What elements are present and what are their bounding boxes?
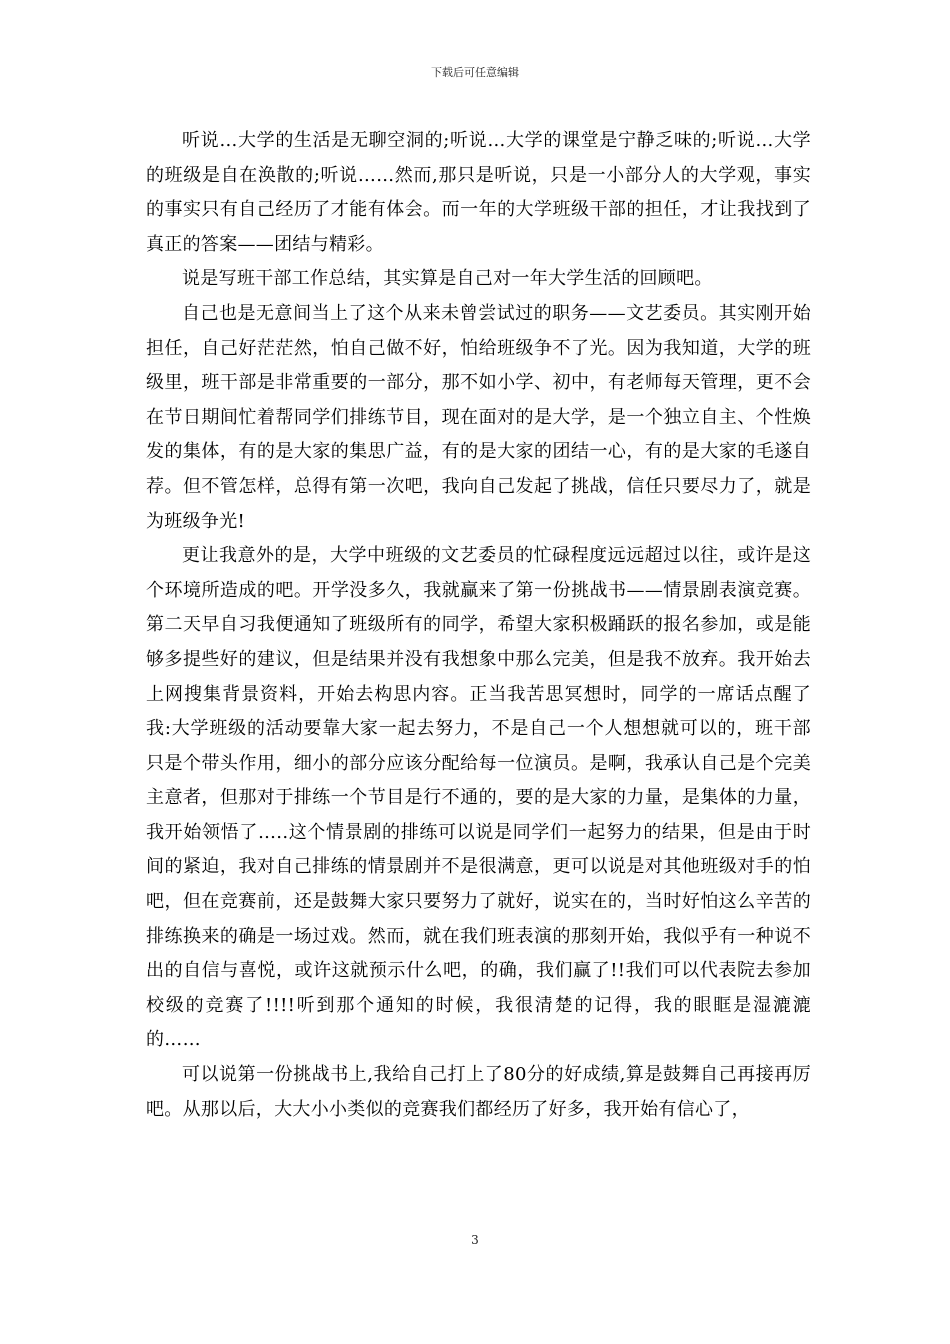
document-body	[146, 124, 811, 1127]
paragraph-4: 更让我意外的是，大学中班级的文艺委员的忙碌程度远远超过以往，或许是这个环境所造成的吧。开学没多久，我就赢来了第一份挑战书——情景剧表演竞赛。第二天早自习我便通知了班级所有的同学，希望大家积极踊跃的报名参加，或是能够多提些好的建议，但是结果并没有我想象中那么完美，但是我不放弃。我开始去上网搜集背景资料，开始去构思内容。正当我苦思冥想时，同学的一席话点醒了我:大学班级的活动要靠大家一起去努力，不是自己一个人想想就可以的，班干部只是个带头作用，细小的部分应该分配给每一位演员。是啊，我承认自己是个完美主意者，但那对于排练一个节目是行不通的，要的是大家的力量，是集体的力量，我开始领悟了…..这个情景剧的排练可以说是同学们一起努力的结果，但是由于时间的紧迫，我对自己排练的情景剧并不是很满意，更可以说是对其他班级对手的怕吧，但在竞赛前，还是鼓舞大家只要努力了就好，说实在的，当时好怕这么辛苦的排练换来的确是一场过戏。然而，就在我们班表演的那刻开始，我似乎有一种说不出的自信与喜悦，或许这就预示什么吧，的确，我们赢了!!我们可以代表院去参加校级的竞赛了!!!!听到那个通知的时候，我很清楚的记得，我的眼眶是湿漉漉的……	[146, 545, 811, 1051]
page-header: 下载后可任意编辑	[431, 66, 519, 79]
page-number: 3	[471, 1233, 479, 1247]
paragraph-3: 自己也是无意间当上了这个从来未曾尝试过的职务——文艺委员。其实刚开始担任，自己好茫茫然，怕自己做不好，怕给班级争不了光。因为我知道，大学的班级里，班干部是非常重要的一部分，那不如小学、初中，有老师每天管理，更不会在节日期间忙着帮同学们排练节目，现在面对的是大学，是一个独立自主、个性焕发的集体，有的是大家的集思广益，有的是大家的团结一心，有的是大家的毛遂自荐。但不管怎样，总得有第一次吧，我向自己发起了挑战，信任只要尽力了，就是为班级争光!	[146, 302, 811, 532]
paragraph-2: 说是写班干部工作总结，其实算是自己对一年大学生活的回顾吧。	[182, 268, 713, 290]
paragraph-5: 可以说第一份挑战书上,我给自己打上了80分的好成绩,算是鼓舞自己再接再厉吧。从那以后，大大小小类似的竞赛我们都经历了好多，我开始有信心了，	[146, 1064, 811, 1120]
paragraph-1: 听说…大学的生活是无聊空洞的;听说…大学的课堂是宁静乏味的;听说…大学的班级是自在涣散的;听说……然而,那只是听说，只是一小部分人的大学观，事实的事实只有自己经历了才能有体会。而一年的大学班级干部的担任，才让我找到了真正的答案——团结与精彩。	[146, 130, 811, 255]
